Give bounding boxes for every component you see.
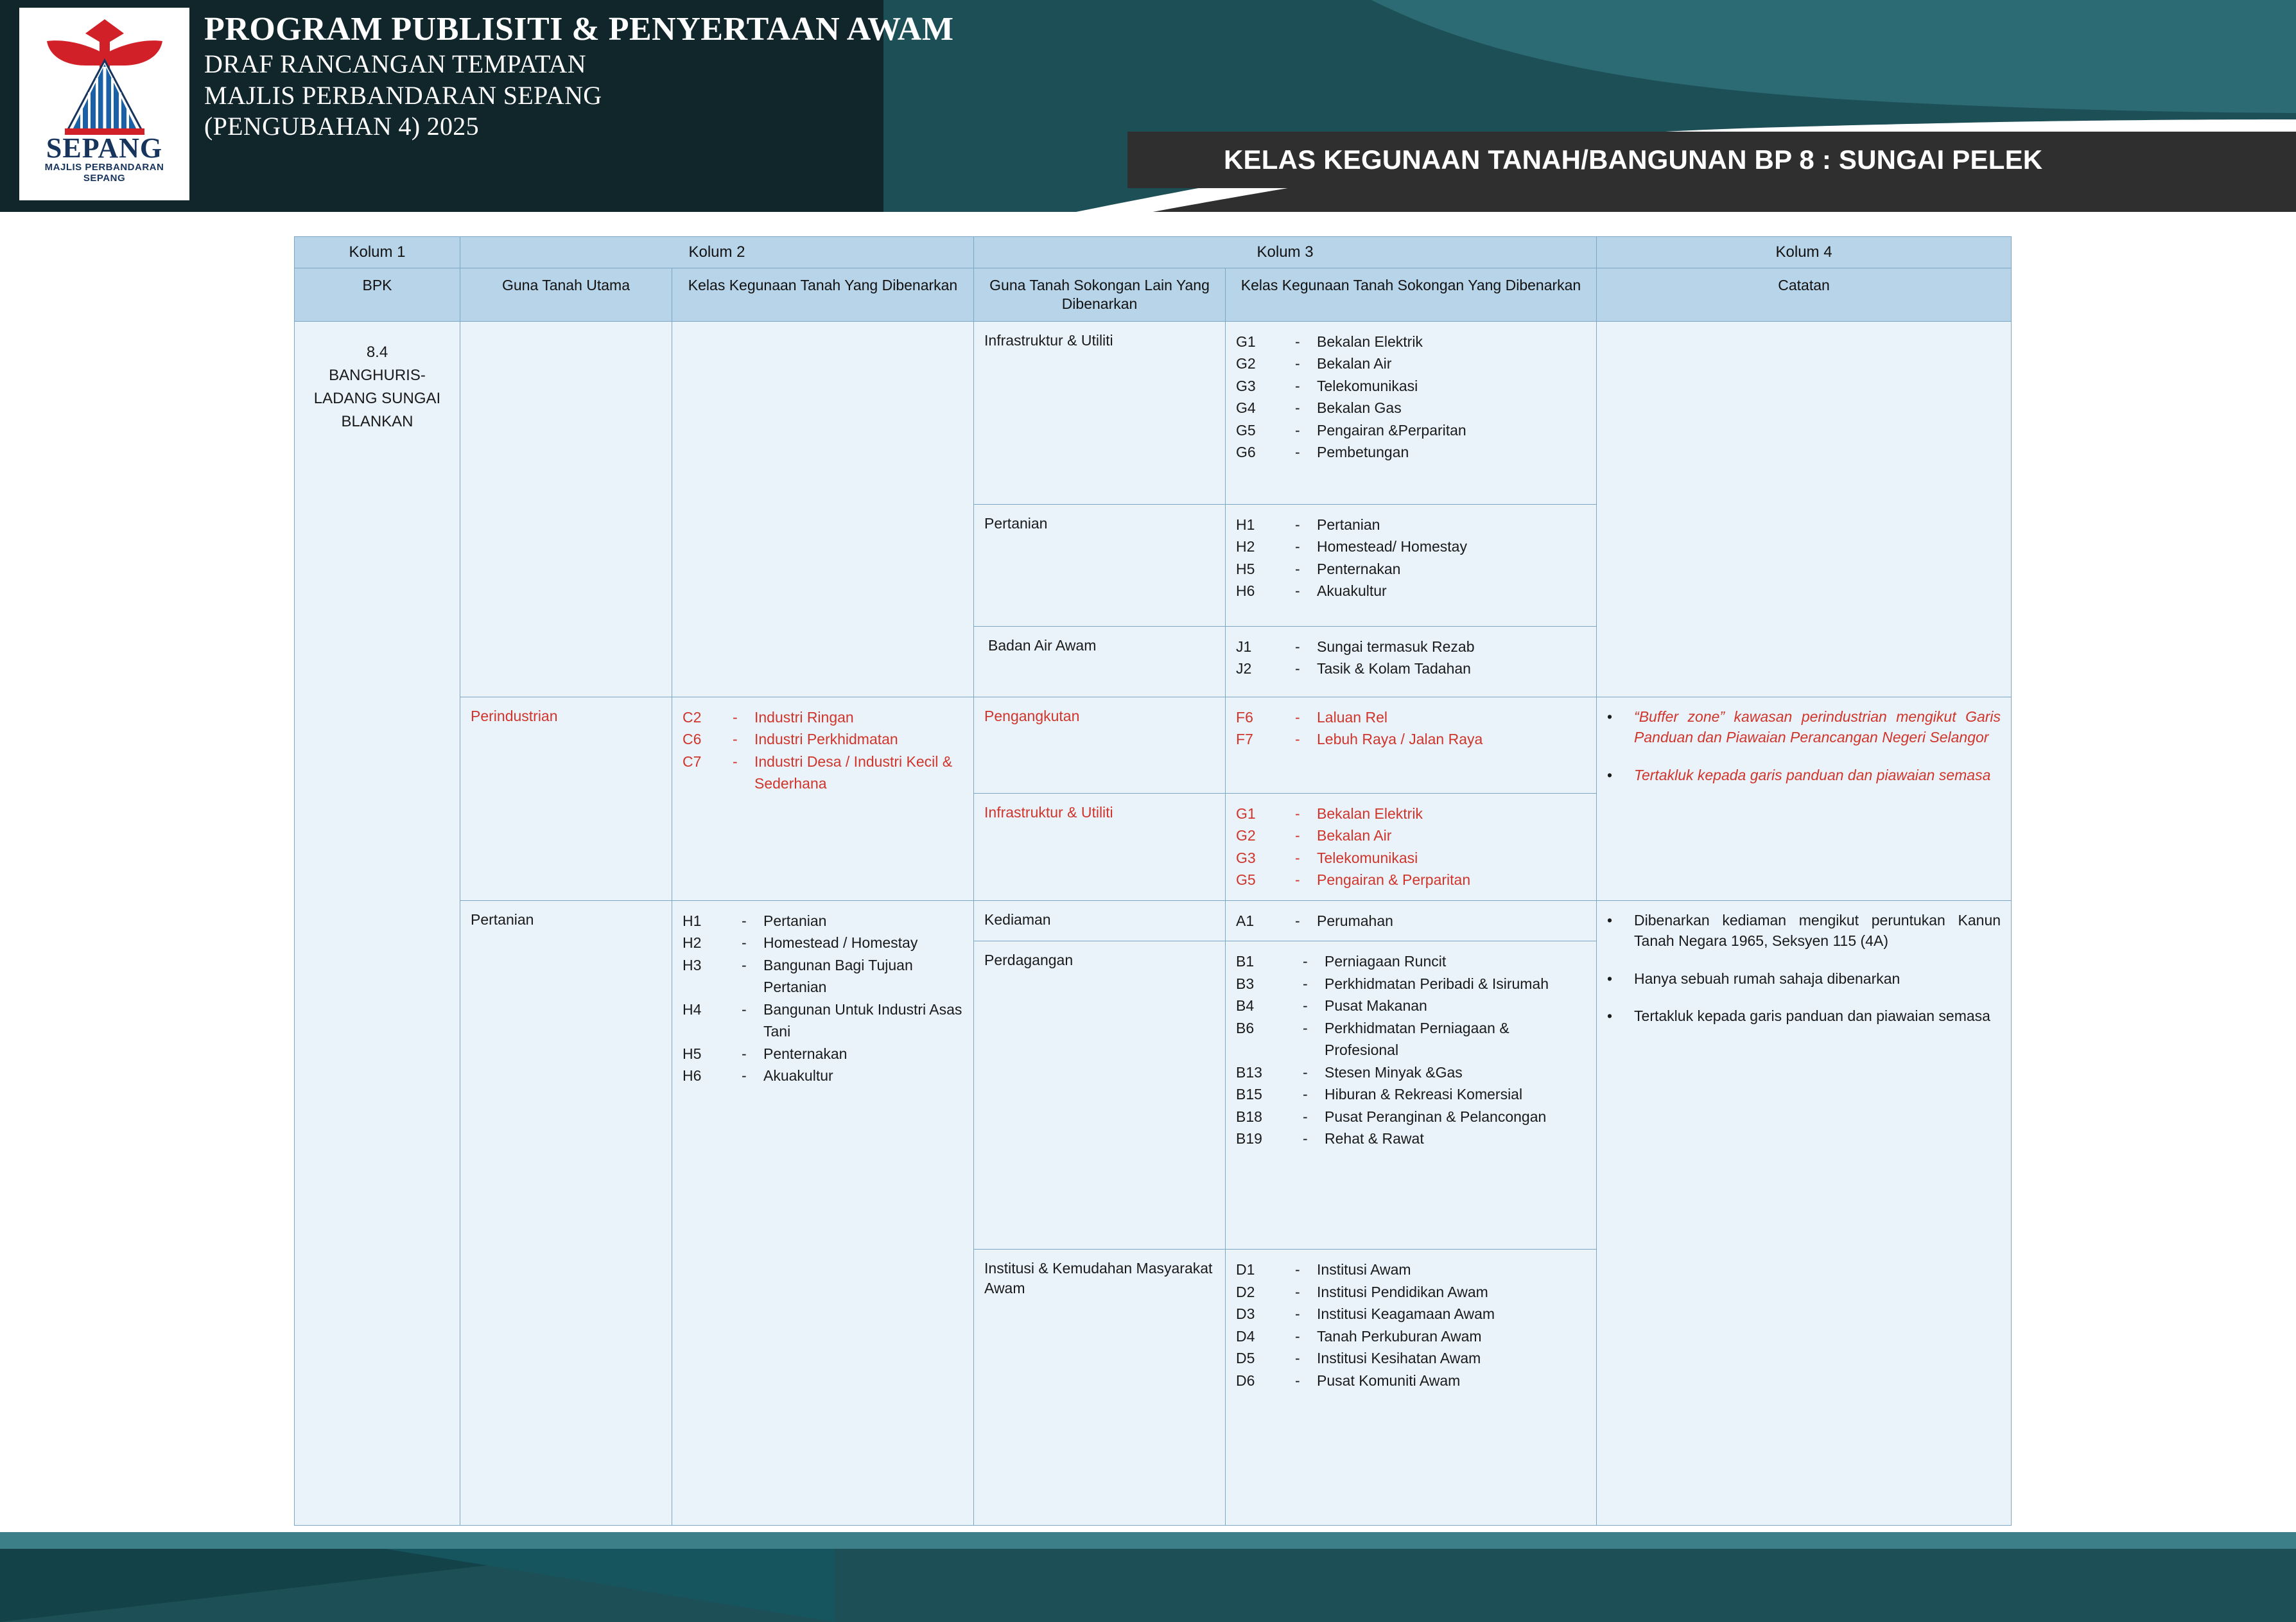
dash: - bbox=[1295, 805, 1300, 822]
code: D3 bbox=[1236, 1305, 1255, 1322]
code-label: Institusi Awam bbox=[1317, 1261, 1411, 1278]
note-text: Tertakluk kepada garis panduan dan piawaian semasa bbox=[1634, 1007, 1990, 1025]
dash: - bbox=[1295, 516, 1300, 533]
code-row bbox=[1236, 1370, 1586, 1392]
code: A1 bbox=[1236, 912, 1255, 929]
note-text: “Buffer zone” kawasan perindustrian mengikut Garis Panduan dan Piawaian Perancangan Negeri Selangor bbox=[1634, 708, 2001, 746]
logo-subtitle: MAJLIS PERBANDARAN SEPANG bbox=[44, 162, 164, 184]
support-class-list-perdagangan bbox=[1226, 941, 1597, 1250]
code: D4 bbox=[1236, 1327, 1255, 1345]
code-list bbox=[1236, 514, 1586, 602]
allowed-class-list-perindustrian bbox=[672, 697, 974, 900]
dash: - bbox=[733, 731, 738, 747]
code-list bbox=[1236, 950, 1586, 1150]
code-label: Bekalan Elektrik bbox=[1317, 805, 1423, 822]
support-use-infrastruktur-utiliti-red: Infrastruktur & Utiliti bbox=[974, 793, 1226, 900]
note-text: Tertakluk kepada garis panduan dan piawaian semasa bbox=[1634, 766, 1991, 783]
dash: - bbox=[1295, 1261, 1300, 1278]
dash: - bbox=[1303, 1108, 1308, 1125]
code-label: Pusat Peranginan & Pelancongan bbox=[1325, 1108, 1547, 1125]
code: G5 bbox=[1236, 871, 1256, 888]
code-row bbox=[1236, 514, 1586, 536]
code-row bbox=[1236, 869, 1586, 891]
dash: - bbox=[742, 934, 747, 951]
note-item bbox=[1607, 910, 2001, 952]
section-title-bar bbox=[1127, 132, 2296, 188]
code-label: Hiburan & Rekreasi Komersial bbox=[1325, 1086, 1523, 1103]
allowed-class-empty-cell bbox=[672, 321, 974, 697]
support-use-institusi: Institusi & Kemudahan Masyarakat Awam bbox=[974, 1250, 1226, 1526]
code-label: Laluan Rel bbox=[1317, 708, 1387, 726]
dash: - bbox=[1295, 1327, 1300, 1345]
code-row bbox=[1236, 1281, 1586, 1304]
code-label: Pusat Komuniti Awam bbox=[1317, 1372, 1461, 1389]
footer-top-strip bbox=[0, 1532, 2296, 1549]
dash: - bbox=[742, 912, 747, 929]
bullet-icon: • bbox=[1607, 708, 1613, 725]
code-row bbox=[1236, 824, 1586, 847]
code: J2 bbox=[1236, 660, 1252, 677]
bpk-line-4: BLANKAN bbox=[341, 412, 413, 430]
bpk-line-3: LADANG SUNGAI bbox=[313, 389, 441, 407]
code-list bbox=[1236, 636, 1586, 680]
code-row bbox=[1236, 558, 1586, 580]
notes-empty-cell-top bbox=[1597, 321, 2012, 697]
code-label: Telekomunikasi bbox=[1317, 849, 1418, 866]
code-row bbox=[1236, 706, 1586, 729]
dash: - bbox=[1303, 975, 1308, 992]
dash: - bbox=[1295, 538, 1300, 555]
dash: - bbox=[1295, 399, 1300, 416]
code-label: Perniagaan Runcit bbox=[1325, 953, 1447, 970]
code: H1 bbox=[683, 912, 702, 929]
amendment-year-line: (PENGUBAHAN 4) 2025 bbox=[204, 112, 479, 141]
code: B6 bbox=[1236, 1019, 1255, 1036]
dash: - bbox=[733, 753, 738, 770]
code-label: Bangunan Bagi Tujuan Pertanian bbox=[763, 956, 913, 995]
code: H6 bbox=[1236, 582, 1255, 599]
code: B3 bbox=[1236, 975, 1255, 992]
notes-list bbox=[1607, 910, 2001, 1027]
code-list bbox=[1236, 910, 1586, 932]
dash: - bbox=[1303, 953, 1308, 970]
code: H6 bbox=[683, 1067, 702, 1084]
code-row bbox=[1236, 728, 1586, 751]
code-row bbox=[1236, 536, 1586, 558]
code: G2 bbox=[1236, 355, 1256, 372]
code-row bbox=[1236, 1303, 1586, 1325]
code: G1 bbox=[1236, 805, 1256, 822]
dash: - bbox=[742, 956, 747, 973]
code: D6 bbox=[1236, 1372, 1255, 1389]
kolum-1-header: Kolum 1 bbox=[295, 237, 460, 268]
dash: - bbox=[1295, 912, 1300, 929]
code-label: Tasik & Kolam Tadahan bbox=[1317, 660, 1471, 677]
code-row bbox=[1236, 419, 1586, 442]
kolum-2-header: Kolum 2 bbox=[460, 237, 974, 268]
note-item bbox=[1607, 765, 2001, 786]
kolum-4-header: Kolum 4 bbox=[1597, 237, 2012, 268]
page-footer bbox=[0, 1532, 2296, 1622]
code-label: Bekalan Gas bbox=[1317, 399, 1402, 416]
code: G1 bbox=[1236, 333, 1256, 350]
code-label: Penternakan bbox=[1317, 560, 1401, 577]
notes-cell-perindustrian bbox=[1597, 697, 2012, 900]
code: H3 bbox=[683, 956, 702, 973]
code-label: Stesen Minyak &Gas bbox=[1325, 1063, 1463, 1081]
dash: - bbox=[1295, 1372, 1300, 1389]
main-use-empty-cell bbox=[460, 321, 672, 697]
code-row bbox=[683, 706, 963, 729]
dash: - bbox=[1295, 582, 1300, 599]
code-row bbox=[1236, 1106, 1586, 1128]
code-row bbox=[1236, 1128, 1586, 1150]
dash: - bbox=[1303, 1019, 1308, 1036]
note-text: Hanya sebuah rumah sahaja dibenarkan bbox=[1634, 970, 1900, 987]
dash: - bbox=[1295, 871, 1300, 888]
code-label: Institusi Keagamaan Awam bbox=[1317, 1305, 1495, 1322]
note-item bbox=[1607, 1006, 2001, 1027]
code-row bbox=[683, 954, 963, 998]
table-row bbox=[295, 900, 2012, 941]
code: H2 bbox=[1236, 538, 1255, 555]
dash: - bbox=[1295, 827, 1300, 844]
code-label: Akuakultur bbox=[1317, 582, 1387, 599]
council-name-line: MAJLIS PERBANDARAN SEPANG bbox=[204, 80, 602, 110]
code-row bbox=[1236, 353, 1586, 375]
code: G5 bbox=[1236, 421, 1256, 439]
code-row bbox=[1236, 847, 1586, 869]
code-row bbox=[1236, 658, 1586, 680]
code-row bbox=[1236, 1017, 1586, 1061]
dash: - bbox=[1295, 355, 1300, 372]
subheader-kelas-kegunaan-dibenarkan: Kelas Kegunaan Tanah Yang Dibenarkan bbox=[672, 268, 974, 322]
dash: - bbox=[1295, 560, 1300, 577]
support-class-list-kediaman bbox=[1226, 900, 1597, 941]
code: H1 bbox=[1236, 516, 1255, 533]
draft-plan-line: DRAF RANCANGAN TEMPATAN bbox=[204, 49, 586, 78]
support-use-kediaman: Kediaman bbox=[974, 900, 1226, 941]
code-row bbox=[683, 728, 963, 751]
support-use-perdagangan: Perdagangan bbox=[974, 941, 1226, 1250]
code-label: Telekomunikasi bbox=[1317, 377, 1418, 394]
bpk-line-2: BANGHURIS- bbox=[329, 366, 426, 384]
code-label: Bekalan Air bbox=[1317, 355, 1392, 372]
code: H2 bbox=[683, 934, 702, 951]
code-label: Tanah Perkuburan Awam bbox=[1317, 1327, 1482, 1345]
header-titles bbox=[204, 10, 953, 143]
support-use-pertanian: Pertanian bbox=[974, 504, 1226, 626]
dash: - bbox=[1295, 333, 1300, 350]
code-label: Institusi Kesihatan Awam bbox=[1317, 1350, 1481, 1366]
dash: - bbox=[742, 1045, 747, 1062]
land-use-table bbox=[294, 236, 2012, 1526]
dash: - bbox=[1295, 444, 1300, 460]
code-list bbox=[683, 706, 963, 795]
code-label: Pusat Makanan bbox=[1325, 997, 1427, 1014]
code-row bbox=[1236, 1259, 1586, 1281]
dash: - bbox=[1295, 1350, 1300, 1366]
code-label: Akuakultur bbox=[763, 1067, 833, 1084]
code: B13 bbox=[1236, 1063, 1262, 1081]
code-label: Rehat & Rawat bbox=[1325, 1130, 1424, 1147]
code: C7 bbox=[683, 753, 702, 770]
page-header bbox=[0, 0, 2296, 212]
code-row bbox=[1236, 397, 1586, 419]
code-label: Perkhidmatan Peribadi & Isirumah bbox=[1325, 975, 1549, 992]
code-row bbox=[1236, 1083, 1586, 1106]
code-row bbox=[1236, 910, 1586, 932]
code-row bbox=[1236, 375, 1586, 397]
code: H4 bbox=[683, 1000, 702, 1018]
bullet-icon: • bbox=[1607, 911, 1613, 929]
code: H5 bbox=[683, 1045, 702, 1062]
code: B4 bbox=[1236, 997, 1255, 1014]
code-list bbox=[1236, 803, 1586, 891]
code-label: Bekalan Elektrik bbox=[1317, 333, 1423, 350]
code-label: Pengairan &Perparitan bbox=[1317, 421, 1466, 439]
code: C2 bbox=[683, 708, 702, 726]
code-row bbox=[1236, 803, 1586, 825]
code: B15 bbox=[1236, 1086, 1262, 1103]
code: D2 bbox=[1236, 1283, 1255, 1300]
subheader-catatan: Catatan bbox=[1597, 268, 2012, 322]
bullet-icon: • bbox=[1607, 970, 1613, 987]
bullet-icon: • bbox=[1607, 766, 1613, 783]
dash: - bbox=[1295, 377, 1300, 394]
support-use-pengangkutan: Pengangkutan bbox=[974, 697, 1226, 793]
code: B1 bbox=[1236, 953, 1255, 970]
table-row bbox=[295, 697, 2012, 793]
code-row bbox=[1236, 950, 1586, 973]
dash: - bbox=[1295, 708, 1300, 726]
support-class-list-infrastruktur bbox=[1226, 321, 1597, 504]
dash: - bbox=[733, 708, 738, 726]
dash: - bbox=[1295, 1283, 1300, 1300]
code-row bbox=[1236, 973, 1586, 995]
subheader-guna-tanah-utama: Guna Tanah Utama bbox=[460, 268, 672, 322]
code: G6 bbox=[1236, 444, 1256, 460]
code: G2 bbox=[1236, 827, 1256, 844]
code-row bbox=[1236, 580, 1586, 602]
code: D5 bbox=[1236, 1350, 1255, 1366]
notes-cell-pertanian bbox=[1597, 900, 2012, 1526]
code-label: Bekalan Air bbox=[1317, 827, 1392, 844]
program-title: PROGRAM PUBLISITI & PENYERTAAN AWAM bbox=[204, 11, 954, 48]
bpk-cell bbox=[295, 321, 460, 1526]
logo-title: SEPANG bbox=[46, 132, 163, 164]
subheader-kelas-sokongan-dibenarkan: Kelas Kegunaan Tanah Sokongan Yang Dibenarkan bbox=[1226, 268, 1597, 322]
footer-decoration-right bbox=[385, 1549, 835, 1622]
dash: - bbox=[1303, 1130, 1308, 1147]
allowed-class-list-pertanian bbox=[672, 900, 974, 1526]
code-label: Pengairan & Perparitan bbox=[1317, 871, 1471, 888]
code-list bbox=[1236, 1259, 1586, 1391]
code: B19 bbox=[1236, 1130, 1262, 1147]
code: H5 bbox=[1236, 560, 1255, 577]
logo-graphic bbox=[28, 14, 182, 194]
table-header-row-2 bbox=[295, 268, 2012, 322]
code-row bbox=[683, 910, 963, 932]
notes-list bbox=[1607, 706, 2001, 786]
support-class-list-infrastruktur-red bbox=[1226, 793, 1597, 900]
code-label: Penternakan bbox=[763, 1045, 848, 1062]
code-label: Bangunan Untuk Industri Asas Tani bbox=[763, 1000, 962, 1040]
logo-crest-icon bbox=[28, 14, 182, 143]
support-use-badan-air-awam: Badan Air Awam bbox=[974, 626, 1226, 697]
support-class-list-institusi bbox=[1226, 1250, 1597, 1526]
dash: - bbox=[1295, 731, 1300, 747]
code: G4 bbox=[1236, 399, 1256, 416]
note-item bbox=[1607, 968, 2001, 990]
support-class-list-pertanian bbox=[1226, 504, 1597, 626]
kolum-3-header: Kolum 3 bbox=[974, 237, 1597, 268]
dash: - bbox=[1295, 421, 1300, 439]
main-use-perindustrian: Perindustrian bbox=[460, 697, 672, 900]
code-label: Industri Perkhidmatan bbox=[754, 731, 898, 747]
code: G3 bbox=[1236, 377, 1256, 394]
land-use-table-container bbox=[294, 236, 2011, 1526]
code: B18 bbox=[1236, 1108, 1262, 1125]
code: G3 bbox=[1236, 849, 1256, 866]
bpk-line-1: 8.4 bbox=[366, 343, 388, 361]
dash: - bbox=[1295, 849, 1300, 866]
code-row bbox=[1236, 995, 1586, 1017]
code: J1 bbox=[1236, 638, 1252, 655]
code-label: Perumahan bbox=[1317, 912, 1393, 929]
code-row bbox=[1236, 441, 1586, 464]
code-row bbox=[683, 1043, 963, 1065]
code-label: Industri Ringan bbox=[754, 708, 854, 726]
support-class-list-pengangkutan bbox=[1226, 697, 1597, 793]
dash: - bbox=[1295, 638, 1300, 655]
code-label: Industri Desa / Industri Kecil & Sederhana bbox=[754, 753, 953, 792]
dash: - bbox=[1303, 1086, 1308, 1103]
code-label: Homestead/ Homestay bbox=[1317, 538, 1467, 555]
subheader-guna-tanah-sokongan: Guna Tanah Sokongan Lain Yang Dibenarkan bbox=[974, 268, 1226, 322]
dash: - bbox=[742, 1000, 747, 1018]
dash: - bbox=[742, 1067, 747, 1084]
code-label: Homestead / Homestay bbox=[763, 934, 918, 951]
code-row bbox=[1236, 636, 1586, 658]
dash: - bbox=[1303, 1063, 1308, 1081]
code-row bbox=[1236, 1325, 1586, 1348]
dash: - bbox=[1295, 1305, 1300, 1322]
code-row bbox=[1236, 331, 1586, 353]
code-label: Lebuh Raya / Jalan Raya bbox=[1317, 731, 1483, 747]
code-list bbox=[1236, 331, 1586, 464]
code-row bbox=[1236, 1061, 1586, 1084]
dash: - bbox=[1295, 660, 1300, 677]
code-label: Pertanian bbox=[763, 912, 827, 929]
code-label: Pertanian bbox=[1317, 516, 1380, 533]
note-item bbox=[1607, 706, 2001, 748]
code-row bbox=[683, 751, 963, 795]
code: D1 bbox=[1236, 1261, 1255, 1278]
code-label: Pembetungan bbox=[1317, 444, 1409, 460]
note-text: Dibenarkan kediaman mengikut peruntukan Kanun Tanah Negara 1965, Seksyen 115 (4A) bbox=[1634, 911, 2001, 950]
code-row bbox=[683, 1065, 963, 1087]
main-use-pertanian: Pertanian bbox=[460, 900, 672, 1526]
support-use-infrastruktur-utiliti: Infrastruktur & Utiliti bbox=[974, 321, 1226, 504]
code: F7 bbox=[1236, 731, 1253, 747]
subheader-bpk: BPK bbox=[295, 268, 460, 322]
sepang-council-logo bbox=[19, 8, 189, 200]
code: C6 bbox=[683, 731, 702, 747]
code-row bbox=[683, 998, 963, 1043]
table-header-row-1 bbox=[295, 237, 2012, 268]
bullet-icon: • bbox=[1607, 1007, 1613, 1025]
code-label: Perkhidmatan Perniagaan & Profesional bbox=[1325, 1019, 1509, 1058]
table-row bbox=[295, 321, 2012, 504]
code-row bbox=[1236, 1347, 1586, 1370]
dash: - bbox=[1303, 997, 1308, 1014]
code-label: Sungai termasuk Rezab bbox=[1317, 638, 1475, 655]
code: F6 bbox=[1236, 708, 1253, 726]
code-list bbox=[1236, 706, 1586, 751]
code-label: Institusi Pendidikan Awam bbox=[1317, 1283, 1488, 1300]
code-list bbox=[683, 910, 963, 1087]
section-title: KELAS KEGUNAAN TANAH/BANGUNAN BP 8 : SUNGAI PELEK bbox=[1224, 144, 2043, 175]
support-class-list-badan-air bbox=[1226, 626, 1597, 697]
code-row bbox=[683, 932, 963, 954]
